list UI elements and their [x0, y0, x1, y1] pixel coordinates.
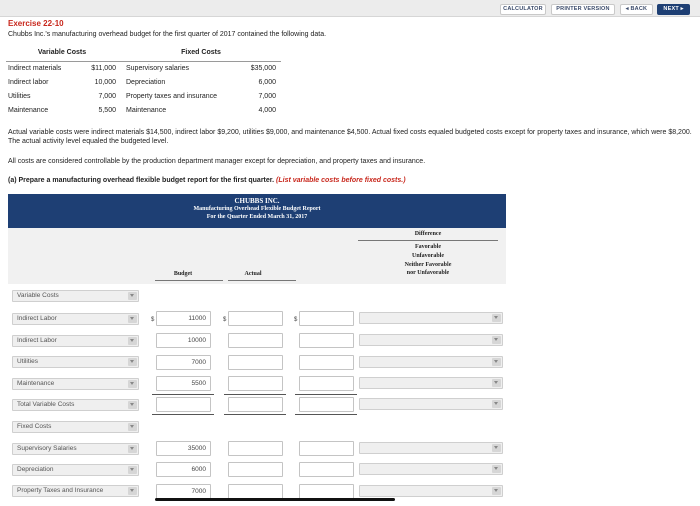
difference-select[interactable] [359, 312, 503, 324]
actual-input[interactable] [228, 462, 283, 477]
question-text: (a) Prepare a manufacturing overhead flexible budget report for the first quarter. [8, 177, 275, 184]
budget-input[interactable]: 10000 [156, 333, 211, 348]
difference-option-favorable: Favorable [415, 244, 441, 250]
chevron-down-icon [128, 423, 137, 431]
difference-option-unfavorable: Unfavorable [412, 253, 444, 259]
exercise-intro: Chubbs Inc.'s manufacturing overhead budget for the first quarter of 2017 contained the following data. [8, 31, 327, 38]
fixed-amount: 6,000 [258, 79, 276, 86]
difference-input[interactable] [299, 397, 354, 412]
dollar-sign: $ [294, 317, 298, 323]
dollar-sign: $ [223, 317, 227, 323]
row-label: Total Variable Costs [17, 401, 75, 408]
actual-input[interactable] [228, 484, 283, 499]
back-button[interactable]: ◂ BACK [620, 4, 653, 15]
subtotal-rule [152, 394, 214, 395]
actual-input[interactable] [228, 397, 283, 412]
actual-underline [228, 280, 296, 281]
controllable-costs-paragraph: All costs are considered controllable by the production department manager except for depreciation, and property taxes and insurance. [8, 158, 426, 165]
header-divider [6, 61, 281, 62]
chevron-down-icon [492, 336, 501, 344]
chevron-down-icon [492, 314, 501, 322]
difference-input[interactable] [299, 355, 354, 370]
actual-header: Actual [244, 271, 262, 277]
row-label: Supervisory Salaries [17, 445, 77, 452]
chevron-down-icon [492, 487, 501, 495]
budget-input[interactable]: 5500 [156, 376, 211, 391]
fixed-label: Maintenance [126, 107, 167, 114]
chevron-down-icon [492, 358, 501, 366]
horizontal-scrollbar[interactable] [155, 498, 395, 501]
chevron-down-icon [128, 358, 137, 366]
difference-header: Difference [414, 231, 442, 237]
chevron-down-icon [492, 465, 501, 473]
actual-input[interactable] [228, 311, 283, 326]
report-company: CHUBBS INC. [234, 197, 280, 205]
variable-amount: $11,000 [91, 65, 116, 72]
difference-select[interactable] [359, 442, 503, 454]
subtotal-rule [295, 394, 357, 395]
difference-select[interactable] [359, 398, 503, 410]
total-double-rule [152, 414, 214, 415]
row-label: Depreciation [17, 466, 54, 473]
chevron-down-icon [128, 466, 137, 474]
fixed-costs-header: Fixed Costs [181, 49, 221, 56]
chevron-down-icon [128, 337, 137, 345]
difference-select[interactable] [359, 356, 503, 368]
fixed-amount: $35,000 [250, 65, 276, 72]
difference-select[interactable] [359, 463, 503, 475]
budget-header: Budget [173, 271, 193, 277]
difference-underline [358, 240, 498, 241]
question-a [8, 177, 406, 184]
difference-select[interactable] [359, 485, 503, 497]
exercise-title: Exercise 22-10 [8, 19, 64, 28]
variable-label: Indirect labor [8, 79, 49, 86]
difference-select[interactable] [359, 377, 503, 389]
total-double-rule [295, 414, 357, 415]
chevron-down-icon [128, 292, 137, 300]
total-double-rule [224, 414, 286, 415]
variable-amount: 5,500 [98, 107, 116, 114]
actual-input[interactable] [228, 376, 283, 391]
printer-version-button[interactable]: PRINTER VERSION [551, 4, 615, 15]
variable-label: Utilities [8, 93, 31, 100]
column-headers [8, 228, 506, 284]
row-label-select[interactable] [12, 335, 139, 347]
budget-input[interactable]: 35000 [156, 441, 211, 456]
budget-input[interactable]: 6000 [156, 462, 211, 477]
variable-label: Indirect materials [8, 65, 62, 72]
fixed-label: Property taxes and insurance [126, 93, 218, 100]
fixed-amount: 4,000 [258, 107, 276, 114]
row-label: Utilities [17, 358, 38, 365]
budget-underline [155, 280, 223, 281]
difference-option-nor: nor Unfavorable [406, 270, 450, 276]
chevron-down-icon [128, 487, 137, 495]
budget-input[interactable] [156, 397, 211, 412]
actual-input[interactable] [228, 333, 283, 348]
difference-input[interactable] [299, 333, 354, 348]
budget-input[interactable]: 11000 [156, 311, 211, 326]
dollar-sign: $ [151, 317, 155, 323]
difference-input[interactable] [299, 441, 354, 456]
actual-input[interactable] [228, 355, 283, 370]
row-label-select[interactable] [12, 443, 139, 455]
variable-costs-header: Variable Costs [37, 49, 87, 56]
row-label-select[interactable] [12, 290, 139, 302]
variable-label: Maintenance [8, 107, 49, 114]
difference-input[interactable] [299, 462, 354, 477]
report-title: Manufacturing Overhead Flexible Budget Report [193, 206, 321, 212]
row-label-select[interactable] [12, 356, 139, 368]
difference-input[interactable] [299, 484, 354, 499]
row-label: Indirect Labor [17, 315, 57, 322]
report-header [8, 194, 506, 228]
chevron-down-icon [128, 380, 137, 388]
chevron-down-icon [128, 315, 137, 323]
row-label-select[interactable] [12, 378, 139, 390]
row-label: Indirect Labor [17, 337, 57, 344]
row-label: Fixed Costs [17, 423, 52, 430]
chevron-down-icon [492, 444, 501, 452]
difference-select[interactable] [359, 334, 503, 346]
subtotal-rule [224, 394, 286, 395]
question-hint: (List variable costs before fixed costs.) [276, 177, 406, 184]
fixed-label: Supervisory salaries [126, 65, 190, 72]
actual-costs-paragraph: Actual variable costs were indirect materials $14,500, indirect labor $9,200, utilities $9,000, and maintenance $4,500. Actual fixed costs equaled budgeted costs except for property taxes and insurance, which were $8,200. The actual activity level equaled the budgeted level. [8, 129, 692, 145]
top-toolbar [0, 0, 700, 17]
chevron-down-icon [492, 400, 501, 408]
fixed-amount: 7,000 [258, 93, 276, 100]
difference-option-neither: Neither Favorable [404, 262, 452, 268]
budget-input[interactable]: 7000 [156, 355, 211, 370]
chevron-down-icon [128, 401, 137, 409]
row-label: Maintenance [17, 380, 55, 387]
row-label-select[interactable] [12, 485, 139, 497]
variable-amount: 10,000 [94, 79, 116, 86]
row-label-select[interactable] [12, 464, 139, 476]
row-label: Property Taxes and Insurance [17, 487, 104, 494]
budget-input[interactable]: 7000 [156, 484, 211, 499]
difference-input[interactable] [299, 311, 354, 326]
next-button[interactable]: NEXT ▸ [657, 4, 690, 15]
fixed-label: Depreciation [126, 79, 166, 86]
row-label-select[interactable] [12, 399, 139, 411]
row-label: Variable Costs [17, 292, 59, 299]
chevron-down-icon [128, 445, 137, 453]
calculator-button[interactable]: CALCULATOR [500, 4, 546, 15]
report-period: For the Quarter Ended March 31, 2017 [206, 214, 308, 220]
row-label-select[interactable] [12, 313, 139, 325]
chevron-down-icon [492, 379, 501, 387]
row-label-select[interactable] [12, 421, 139, 433]
difference-input[interactable] [299, 376, 354, 391]
actual-input[interactable] [228, 441, 283, 456]
variable-amount: 7,000 [98, 93, 116, 100]
